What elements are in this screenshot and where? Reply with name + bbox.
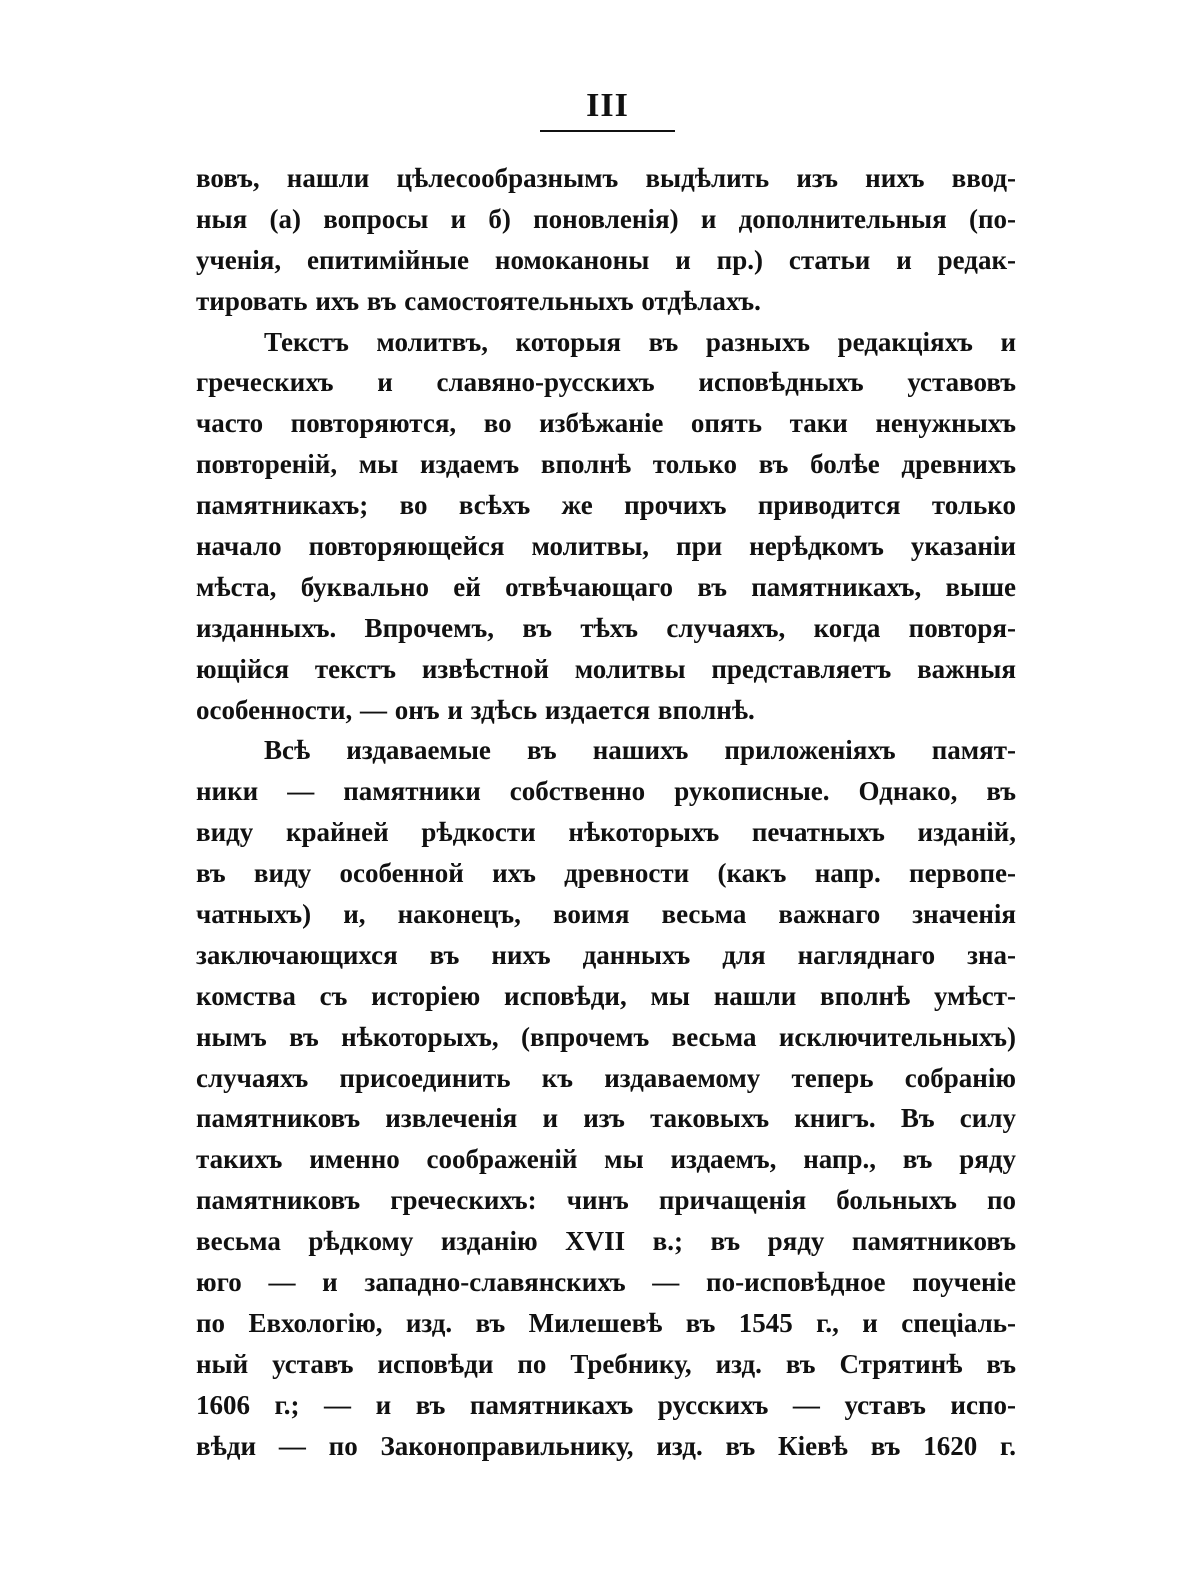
text-line: Текстъ молитвъ, которыя въ разныхъ редакціяхъ и (264, 326, 1016, 357)
text-line: памятникахъ; во всѣхъ же прочихъ приводится только (196, 490, 1016, 521)
text-line: въ виду особенной ихъ древности (какъ напр. первопе- (196, 858, 1016, 889)
text-line: повтореній, мы издаемъ вполнѣ только въ болѣе древнихъ (196, 449, 1016, 480)
text-line: по Евхологію, изд. въ Милешевѣ въ 1545 г., и спеціаль- (196, 1307, 1016, 1338)
text-line: начало повторяющейся молитвы, при нерѣдкомъ указаніи (196, 531, 1016, 562)
page-number: III (586, 87, 629, 124)
text-line: нымъ въ нѣкоторыхъ, (впрочемъ весьма исключительныхъ) (196, 1021, 1016, 1052)
text-line: тировать ихъ въ самостоятельныхъ отдѣлахъ. (196, 285, 761, 316)
text-line: ный уставъ исповѣди по Требнику, изд. въ Стрятинѣ въ (196, 1348, 1016, 1379)
text-line: 1606 г.; — и въ памятникахъ русскихъ — уставъ испо- (196, 1389, 1016, 1420)
text-line: ныя (а) вопросы и б) поновленія) и дополнительныя (по- (196, 203, 1016, 234)
text-line: греческихъ и славяно-русскихъ исповѣдныхъ уставовъ (196, 367, 1016, 398)
text-line: весьма рѣдкому изданію XVII в.; въ ряду памятниковъ (196, 1226, 1016, 1257)
text-line: юго — и западно-славянскихъ — по-исповѣдное поученіе (196, 1267, 1016, 1298)
text-line: чатныхъ) и, наконецъ, воимя весьма важнаго значенія (196, 899, 1016, 930)
text-line: вѣди — по Законоправильнику, изд. въ Кіевѣ въ 1620 г. (196, 1430, 1016, 1461)
text-line: особенности, — онъ и здѣсь издается вполнѣ. (196, 694, 755, 725)
text-line: Всѣ издаваемые въ нашихъ приложеніяхъ памят- (264, 735, 1016, 766)
text-line: такихъ именно соображеній мы издаемъ, напр., въ ряду (196, 1144, 1016, 1175)
text-line: памятниковъ греческихъ: чинъ причащенія больныхъ по (196, 1185, 1016, 1216)
text-line: виду крайней рѣдкости нѣкоторыхъ печатныхъ изданій, (196, 817, 1016, 848)
text-line: ющійся текстъ извѣстной молитвы представляетъ важныя (196, 653, 1016, 684)
text-line: комства съ исторіею исповѣди, мы нашли вполнѣ умѣст- (196, 980, 1016, 1011)
text-line: вовъ, нашли цѣлесообразнымъ выдѣлить изъ нихъ ввод- (196, 163, 1016, 193)
text-line: памятниковъ извлеченія и изъ таковыхъ книгъ. Въ силу (196, 1103, 1016, 1134)
text-line: ники — памятники собственно рукописные. Однако, въ (196, 776, 1016, 807)
body-text (196, 158, 1016, 1467)
text-line: ученія, епитимiйные номоканоны и пр.) статьи и редак- (196, 244, 1016, 275)
page-number-rule (540, 130, 675, 132)
text-line: случаяхъ присоединить къ издаваемому теперь собранію (196, 1062, 1016, 1093)
text-line: часто повторяются, во избѣжаніе опять таки ненужныхъ (196, 408, 1016, 439)
text-line: мѣста, буквально ей отвѣчающаго въ памятникахъ, выше (196, 571, 1016, 602)
text-line: изданныхъ. Впрочемъ, въ тѣхъ случаяхъ, когда повторя- (196, 612, 1016, 643)
text-line: заключающихся въ нихъ данныхъ для нагляднаго зна- (196, 939, 1016, 970)
